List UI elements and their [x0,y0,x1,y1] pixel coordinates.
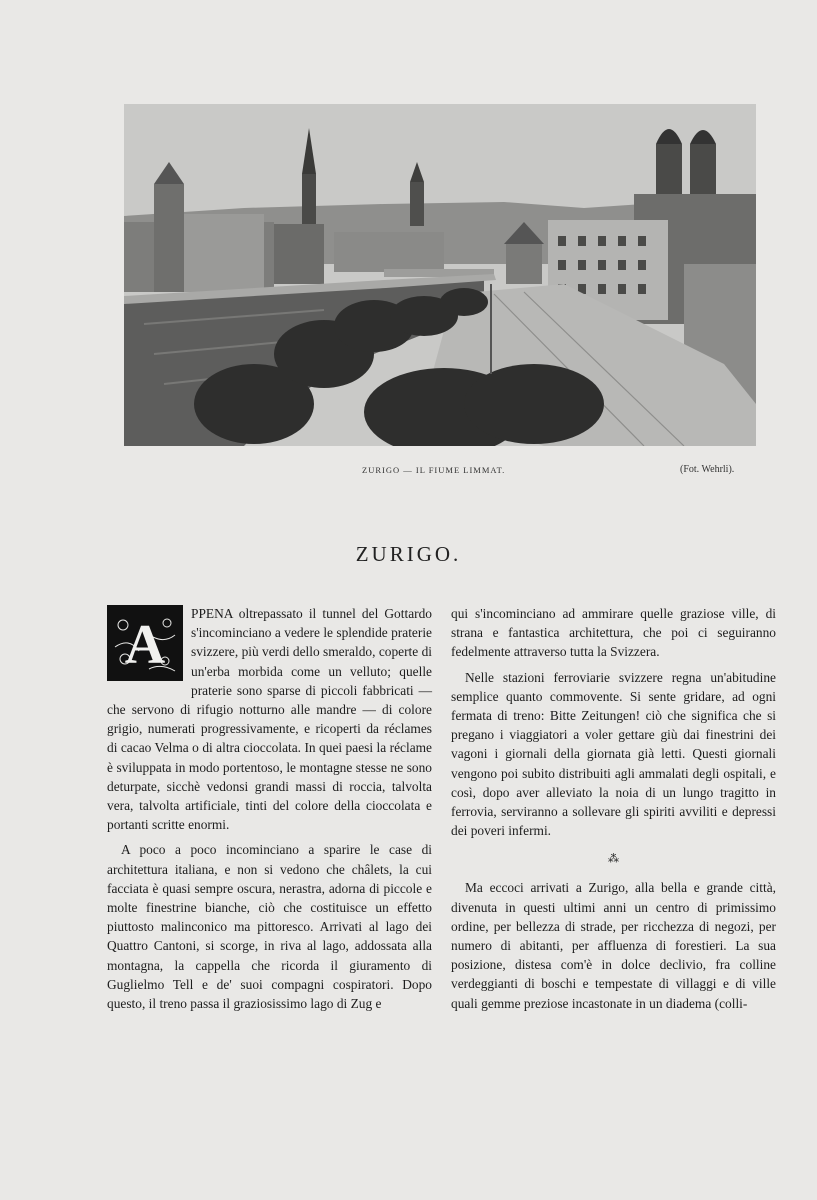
paragraph-5: Ma eccoci arrivati a Zurigo, alla bella e grande città, divenuta in questi ultimi anni un centro di primissimo ordine, per bellezza di strade, per ricchezza di negozi, per numero di abitanti, per affluenza di forestieri. La sua posizione, distesa com'è in dolce declivio, fra colline verdeggianti di boschi e tempestate di villaggi e di ville quali gemme preziose incastonate in un diadema (colli- [451,880,776,1011]
photo-caption: ZURIGO — IL FIUME LIMMAT. [362,465,506,475]
asterism-divider: ⁂ [608,853,619,866]
paragraph-3: qui s'incominciano ad ammirare quelle graziose ville, di strana e fantastica architettura, che poi ci seguiranno fedelmente attraverso tutta la Svizzera. [451,606,776,660]
article-title: ZURIGO. [355,542,462,566]
paragraph-1-text: PPENA oltrepassato il tunnel del Gottardo s'incominciano a vedere le splendide praterie svizzere, più verdi dello smeraldo, coperte di un'erba morbida come un velluto; quelle praterie sono sparse di piccoli fabbricati — che servono di rifugio notturno alle mandre — di colore grigio, numerati progressivamente, e ricoperti da réclames di cacao Velma o di altra cioccolata. In quei paesi la réclame è sviluppata in modo portentoso, le montagne stesse ne sono deturpate, sicchè vedonsi grandi massi di roccia, talvolta vera, talvolta artificiale, tinti del colore della cioccolata e portanti scritte enormi. [107,606,432,833]
city-photograph [124,104,756,446]
dropcap-letter: A [124,614,166,676]
ornamental-dropcap [107,605,183,681]
left-column [107,604,432,1019]
photo-credit: (Fot. Wehrli). [680,464,735,475]
paragraph-4: Nelle stazioni ferroviarie svizzere regna un'abitudine semplice quanto commovente. Si sente gridare, ad ogni fermata di treno: Bitte Zeitungen! ciò che significa che si pregano i viaggiatori a voler gettare giù dai finestrini dei vagoni i giornali della giornata già letti. Questi giornali vengono poi subito distribuiti agli ammalati degli ospitali, e così, dopo aver alleviato la noia di un lungo tragitto in ferrovia, serviranno a sollevare gli spiriti avviliti e depressi dei poveri infermi. [451,669,776,839]
paragraph-2: A poco a poco incominciano a sparire le case di architettura italiana, e non si vedono che châlets, la cui facciata è quasi sempre oscura, nerastra, adorna di piccole e molte finestrine bianche, ciò che costituisce un effetto piuttosto malinconico ma pittoresco. Arrivati al lago dei Quattro Cantoni, si scorge, in riva al lago, addossata alla montagna, la cappella che ricorda il giuramento di Guglielmo Tell e de' suoi compagni cospiratori. Dopo questo, il treno passa il graziosissimo lago di Zug e [107,842,432,1012]
paragraph-1 [107,604,432,834]
right-column [451,604,776,1019]
